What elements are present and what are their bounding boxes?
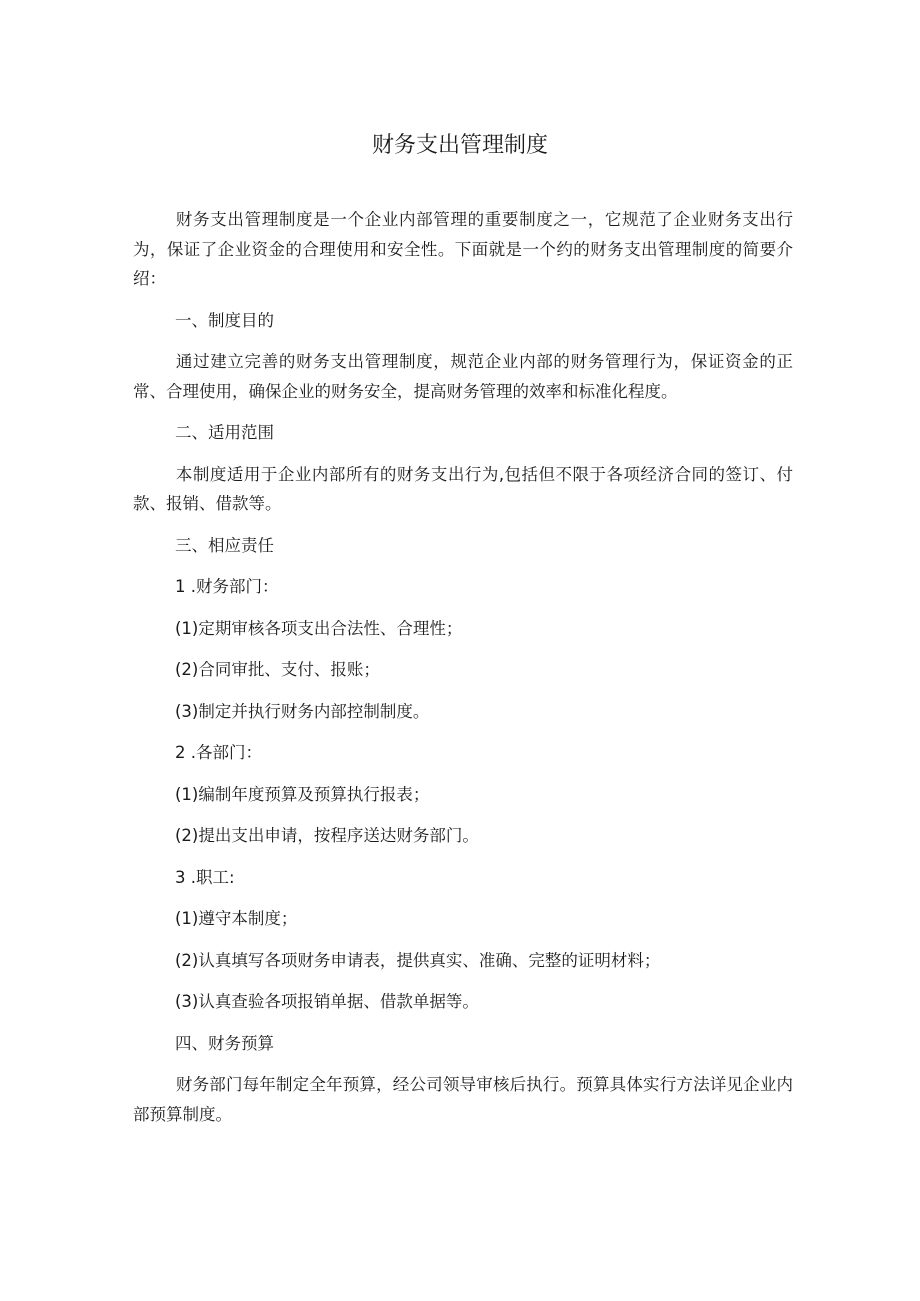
section-heading-scope: 二、适用范围: [175, 423, 274, 442]
subheading-departments: 2 .各部门：: [175, 743, 262, 762]
document-title: 财务支出管理制度: [371, 133, 548, 158]
list-item: (2)提出支出申请，按程序送达财务部门。: [175, 826, 479, 845]
intro-paragraph: 财务支出管理制度是一个企业内部管理的重要制度之一，它规范了企业财务支出行为，保证了企业资金的合理使用和安全性。下面就是一个约的财务支出管理制度的简要介绍：: [133, 210, 793, 288]
budget-paragraph: 财务部门每年制定全年预算，经公司领导审核后执行。预算具体实行方法详见企业内部预算制度。: [133, 1075, 793, 1124]
list-item: (3)认真查验各项报销单据、借款单据等。: [175, 992, 479, 1011]
list-item: (1)编制年度预算及预算执行报表；: [175, 784, 430, 804]
section-heading-purpose: 一、制度目的: [175, 310, 274, 330]
section-heading-budget: 四、财务预算: [175, 1033, 274, 1053]
list-item: (2)认真填写各项财务申请表，提供真实、准确、完整的证明材料；: [175, 950, 661, 970]
subheading-finance-dept: 1 .财务部门：: [175, 577, 279, 596]
scope-paragraph: 本制度适用于企业内部所有的财务支出行为,包括但不限于各项经济合同的签订、付款、报销、借款等。: [133, 464, 793, 513]
list-item: (1)遵守本制度；: [175, 909, 298, 928]
subheading-staff: 3 .职工:: [175, 867, 235, 887]
list-item: (1)定期审核各项支出合法性、合理性；: [175, 618, 463, 638]
document-body: [133, 205, 793, 1129]
section-heading-responsibility: 三、相应责任: [175, 535, 274, 555]
purpose-paragraph: 通过建立完善的财务支出管理制度，规范企业内部的财务管理行为，保证资金的正常、合理使用，确保企业的财务安全，提高财务管理的效率和标准化程度。: [133, 352, 793, 401]
list-item: (3)制定并执行财务内部控制制度。: [175, 701, 430, 721]
list-item: (2)合同审批、支付、报账；: [175, 660, 380, 679]
